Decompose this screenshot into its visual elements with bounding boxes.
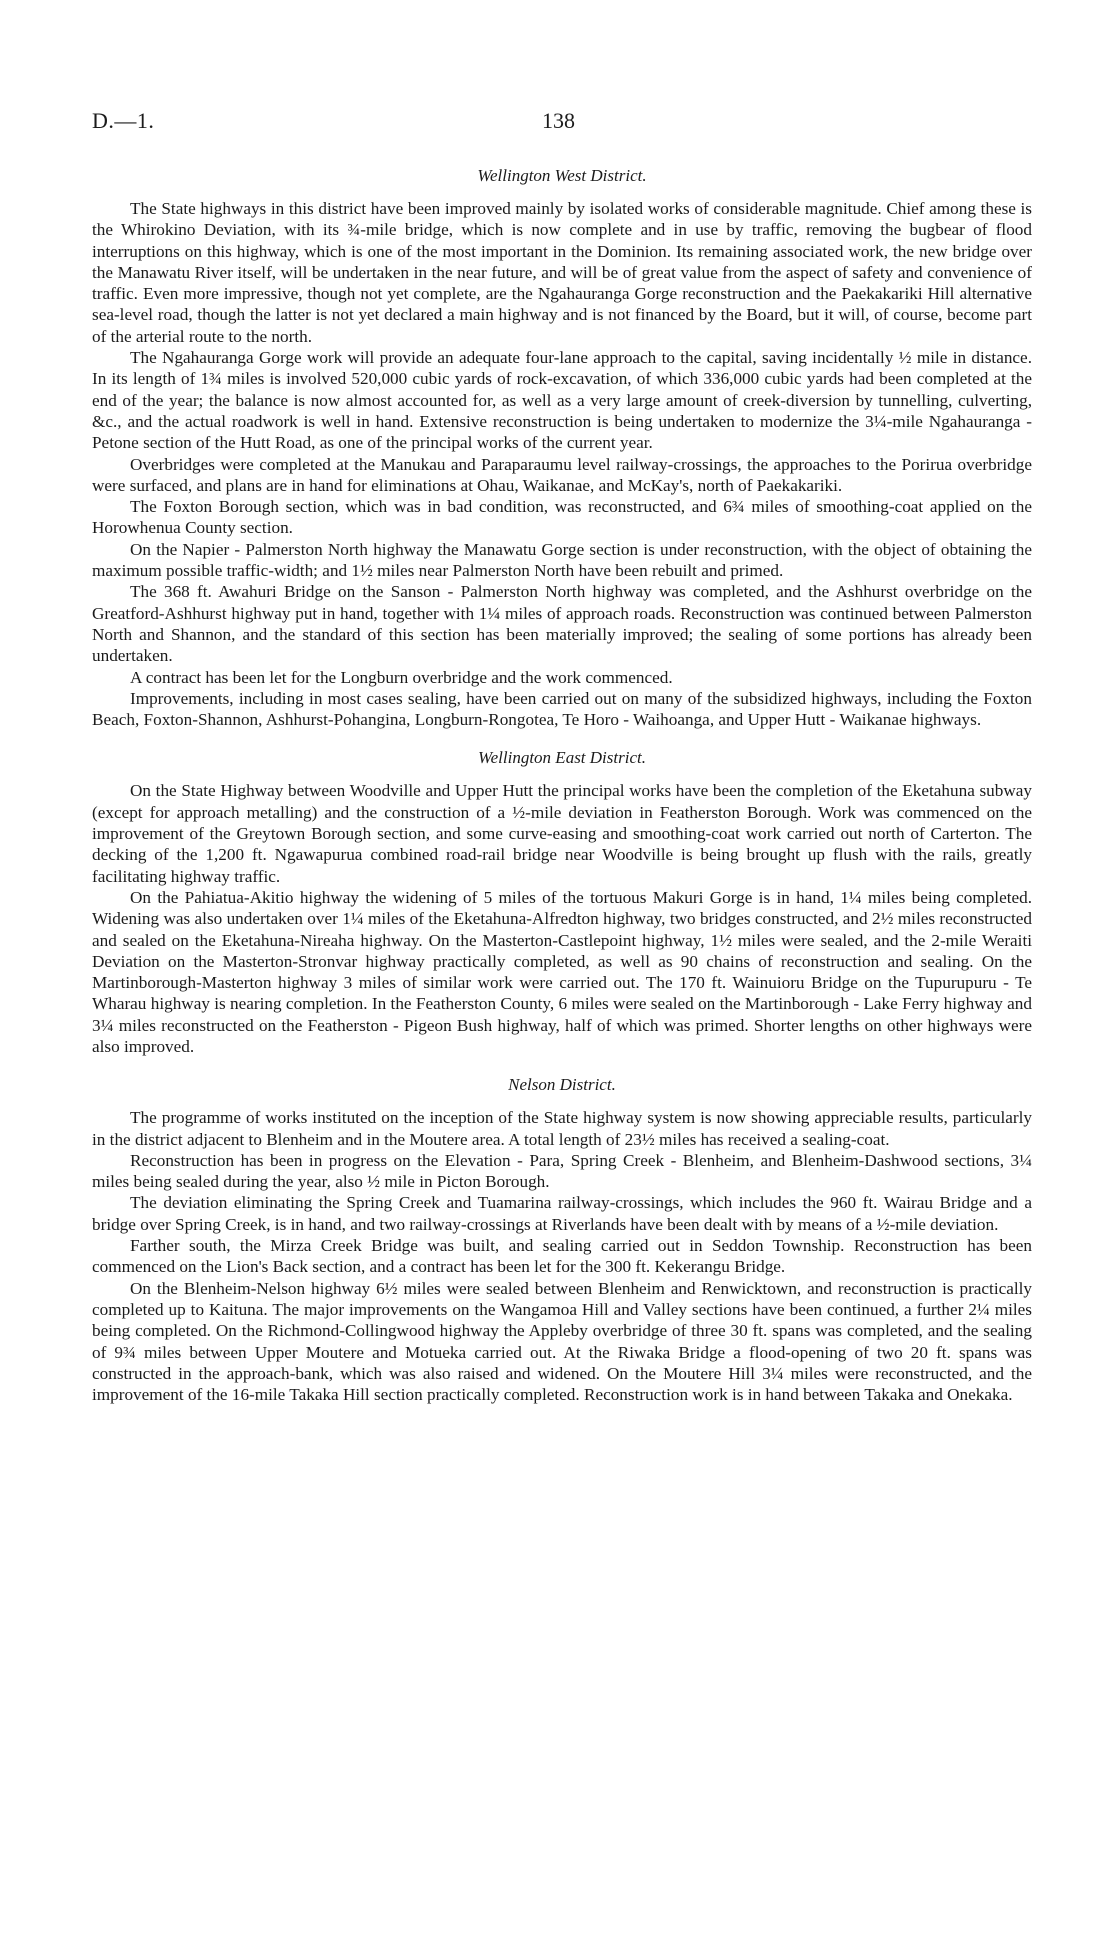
paragraph: A contract has been let for the Longburn overbridge and the work commenced. [130,667,673,687]
document-page [92,108,1032,1421]
section-title: Nelson District. [508,1075,616,1095]
page-header [92,108,1032,148]
paragraph: On the Pahiatua-Akitio highway the widening of 5 miles of the tortuous Makuri Gorge is in hand, 1¼ miles being completed. Widening was also undertaken over 1¼ miles of the Eketahuna-Alfredton highway, two bridges constructed, and 2½ miles reconstructed and sealed on the Eketahuna-Nireaha highway. On the Masterton-Castlepoint highway, 1½ miles were sealed, and the 2-mile Weraiti Deviation on the Masterton-Stronvar highway practically completed, as well as 90 chains of reconstruction and sealing. On the Martinborough-Masterton highway 3 miles of similar work were carried out. The 170 ft. Wainuioru Bridge on the Tupurupuru - Te Wharau highway is nearing completion. In the Featherston County, 6 miles were sealed on the Martinborough - Lake Ferry highway and 3¼ miles reconstructed on the Featherston - Pigeon Bush highway, half of which was primed. Shorter lengths on other highways were also improved. [92,887,1032,1056]
paragraph: On the Blenheim-Nelson highway 6½ miles were sealed between Blenheim and Renwicktown, and reconstruction is practically completed up to Kaituna. The major improvements on the Wangamoa Hill and Valley sections have been continued, a further 2¼ miles being completed. On the Richmond-Collingwood highway the Appleby overbridge of three 30 ft. spans was completed, and the sealing of 9¾ miles between Upper Moutere and Motueka carried out. At the Riwaka Bridge a flood-opening of two 20 ft. spans was constructed in the approach-bank, which was also raised and widened. On the Moutere Hill 3¼ miles were reconstructed, and the improvement of the 16-mile Takaka Hill section practically completed. Reconstruction work is in hand between Takaka and Onekaka. [92,1278,1032,1405]
paragraph: The deviation eliminating the Spring Creek and Tuamarina railway-crossings, which includes the 960 ft. Wairau Bridge and a bridge over Spring Creek, is in hand, and two railway-crossings at Riverlands have been dealt with by means of a ½-mile deviation. [92,1193,1032,1234]
section-title: Wellington East District. [478,748,646,768]
section-wellington-west [92,166,1032,730]
paragraph: The programme of works instituted on the inception of the State highway system is now showing appreciable results, particularly in the district adjacent to Blenheim and in the Moutere area. A total length of 23½ miles has received a sealing-coat. [92,1108,1032,1149]
paragraph: The State highways in this district have been improved mainly by isolated works of considerable magnitude. Chief among these is the Whirokino Deviation, with its ¾-mile bridge, which is now complete and in use by traffic, removing the bugbear of flood interruptions on this highway, which is one of the most important in the Dominion. Its remaining associated work, the new bridge over the Manawatu River itself, will be undertaken in the near future, and will be of great value from the aspect of safety and convenience of traffic. Even more impressive, though not yet complete, are the Ngahauranga Gorge reconstruction and the Paekakariki Hill alternative sea-level road, though the latter is not yet declared a main highway and is not financed by the Board, but it will, of course, become part of the arterial route to the north. [92,199,1032,346]
paragraph: The Foxton Borough section, which was in bad condition, was reconstructed, and 6¾ miles of smoothing-coat applied on the Horowhenua County section. [92,497,1032,538]
paragraph: On the State Highway between Woodville and Upper Hutt the principal works have been the completion of the Eketahuna subway (except for approach metalling) and the construction of a ½-mile deviation in Featherston Borough. Work was commenced on the improvement of the Greytown Borough section, and some curve-easing and smoothing-coat work carried out north of Carterton. The decking of the 1,200 ft. Ngawapurua combined road-rail bridge near Woodville is being brought up flush with the rails, greatly facilitating highway traffic. [92,781,1032,886]
paragraph: The Ngahauranga Gorge work will provide an adequate four-lane approach to the capital, saving incidentally ½ mile in distance. In its length of 1¾ miles is involved 520,000 cubic yards of rock-excavation, of which 336,000 cubic yards had been completed at the end of the year; the balance is now almost accounted for, as well as a very large amount of creek-diversion by tunnelling, culverting, &c., and the actual roadwork is well in hand. Extensive reconstruction is being undertaken to modernize the 3¼-mile Ngahauranga - Petone section of the Hutt Road, as one of the principal works of the current year. [92,348,1032,453]
paragraph: Overbridges were completed at the Manukau and Paraparaumu level railway-crossings, the approaches to the Porirua overbridge were surfaced, and plans are in hand for eliminations at Ohau, Waikanae, and McKay's, north of Paekakariki. [92,454,1032,495]
paragraph: Farther south, the Mirza Creek Bridge was built, and sealing carried out in Seddon Township. Reconstruction has been commenced on the Lion's Back section, and a contract has been let for the 300 ft. Kekerangu Bridge. [92,1236,1032,1277]
page-number: 138 [542,108,575,133]
paragraph: Improvements, including in most cases sealing, have been carried out on many of the subsidized highways, including the Foxton Beach, Foxton-Shannon, Ashhurst-Pohangina, Longburn-Rongotea, Te Horo - Waihoanga, and Upper Hutt - Waikanae highways. [92,688,1032,730]
document-reference: D.—1. [92,108,155,133]
section-wellington-east [92,748,1032,1057]
section-title: Wellington West District. [477,166,647,185]
paragraph: The 368 ft. Awahuri Bridge on the Sanson - Palmerston North highway was completed, and the Ashhurst overbridge on the Greatford-Ashhurst highway put in hand, together with 1¼ miles of approach roads. Reconstruction was continued between Palmerston North and Shannon, and the standard of this section has been materially improved; the sealing of some portions has already been undertaken. [92,582,1032,666]
section-nelson [92,1075,1032,1405]
paragraph: Reconstruction has been in progress on the Elevation - Para, Spring Creek - Blenheim, and Blenheim-Dashwood sections, 3¼ miles being sealed during the year, also ½ mile in Picton Borough. [92,1150,1032,1192]
paragraph: On the Napier - Palmerston North highway the Manawatu Gorge section is under reconstruction, with the object of obtaining the maximum possible traffic-width; and 1½ miles near Palmerston North have been rebuilt and primed. [92,539,1032,581]
